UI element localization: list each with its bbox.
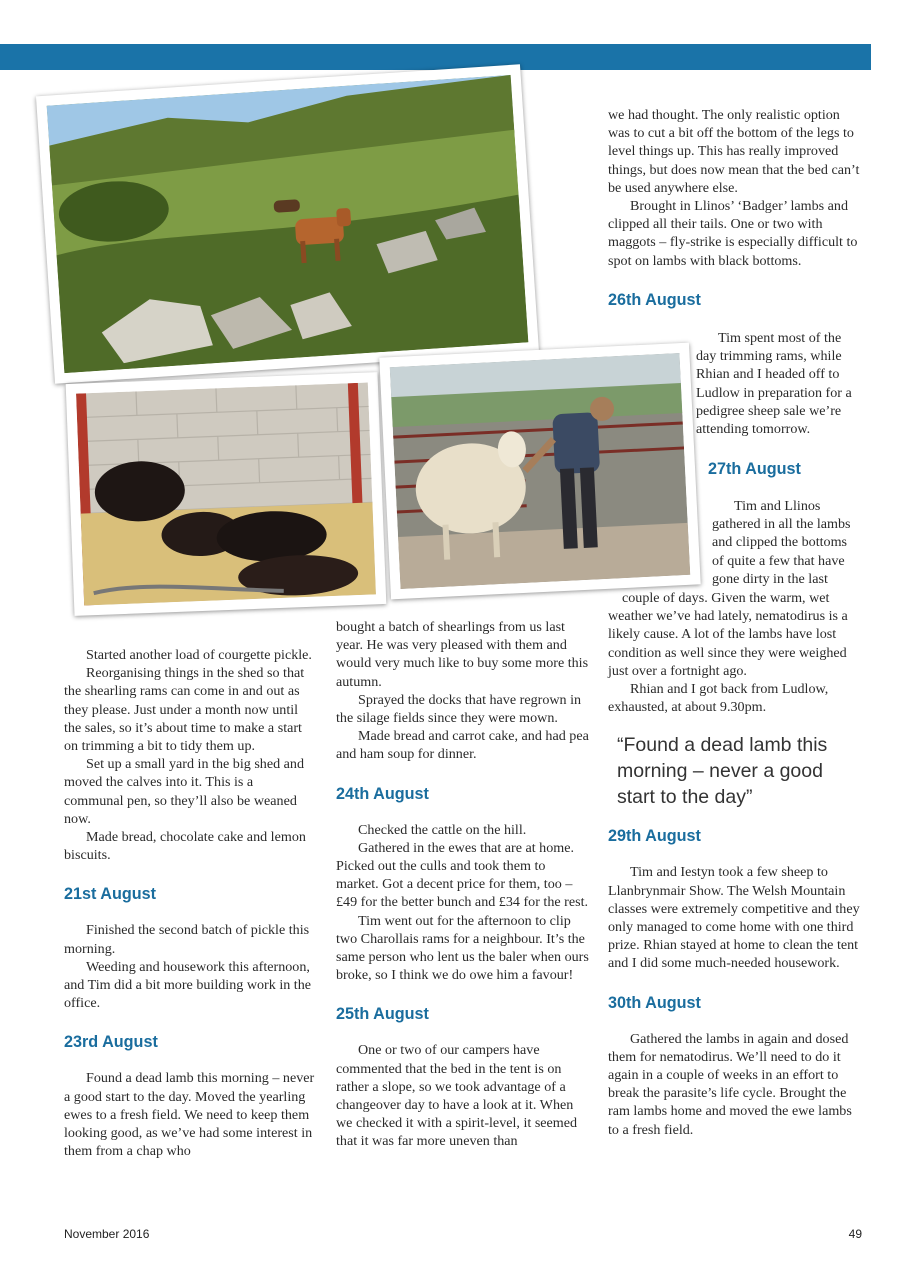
date-heading: 21st August (64, 885, 157, 904)
trimming-ram-photo (379, 343, 700, 600)
paragraph: Gathered in the ewes that are at home. Picked out the culls and took them to market. Got a decent price for them, too – £49 for the better bunch and £34 for the rest. (336, 839, 589, 911)
paragraph: Started another load of courgette pickle. (86, 647, 312, 663)
date-heading: 26th August (608, 290, 701, 309)
paragraph: Tim and Iestyn took a few sheep to Llanbrynmair Show. The Welsh Mountain classes were extremely competitive and they only managed to come home with one third prize. Rhian stayed at home to clean the tent and I did some much-needed housework. (608, 864, 860, 972)
pull-quote: “Found a dead lamb this morning – never a good start to the day” (617, 734, 828, 809)
article-column-3 (608, 106, 864, 310)
paragraph: Finished the second batch of pickle this morning. (64, 922, 310, 957)
date-heading: 29th August (608, 827, 701, 846)
paragraph: we had thought. The only realistic option was to cut a bit off the bottom of the legs to level things up. This has really improved things, but does now mean that the bed can’t be used anywhere else. (608, 107, 860, 196)
paragraph: Made bread and carrot cake, and had pea and ham soup for dinner. (336, 728, 589, 763)
paragraph: Rhian and I got back from Ludlow, exhausted, at about 9.30pm. (608, 681, 829, 716)
paragraph: Found a dead lamb this morning – never a good start to the day. Moved the yearling ewes to a fresh field. We need to keep them looking good, as we’ve had some interest in them from a chap who (64, 1070, 315, 1160)
date-heading: 25th August (336, 1005, 429, 1024)
article-column-3-heading (708, 459, 858, 479)
paragraph: Tim spent most of the day trimming rams, while Rhian and I headed off to Ludlow in preparation for a pedigree sheep sale we’re attending tomorrow. (696, 330, 852, 438)
paragraph: Sprayed the docks that have regrown in the silage fields since they were mown. (336, 691, 582, 727)
date-heading: 23rd August (64, 1033, 158, 1052)
paragraph: Set up a small yard in the big shed and moved the calves into it. This is a communal pen, so they’ll also be weaned now. (64, 756, 305, 827)
article-column-1 (64, 646, 316, 1160)
paragraph: Checked the cattle on the hill. (358, 821, 527, 838)
paragraph: Gathered the lambs in again and dosed them for nematodirus. We’ll need to do it again in a couple of weeks in an effort to break the parasite’s life cycle. Brought the ram lambs home and moved the ewe lambs to a fresh field. (608, 1030, 852, 1138)
date-heading: 27th August (708, 460, 801, 478)
issue-date: November 2016 (64, 1227, 150, 1241)
paragraph: Brought in Llinos’ ‘Badger’ lambs and clipped all their tails. One or two with maggots – fly-strike is especially difficult to spot on lambs with black bottoms. (608, 198, 858, 269)
article-column-3-continuation (608, 589, 864, 680)
paragraph: bought a batch of shearlings from us last year. He was very pleased with them and would very much like to buy some more this autumn. (336, 619, 589, 690)
paragraph: One or two of our campers have commented that the bed in the tent is on rather a slope, so we took advantage of a changeover day to have a look at it. When we checked it with a spirit-level, it seemed that it was far more uneven than (336, 1042, 578, 1150)
article-column-3-wrap-2 (712, 497, 860, 588)
paragraph: Reorganising things in the shed so that the shearling rams can come in and out as they please. Just under a month now until the sales, so it’s about time to make a start on trimming a bit to tidy them up. (64, 665, 305, 755)
article-column-2 (336, 618, 590, 1151)
article-column-3-wrap (696, 329, 856, 438)
article-column-3-lower (608, 680, 864, 1139)
hillside-cattle-photo (36, 64, 539, 384)
paragraph: Weeding and housework this afternoon, and Tim did a bit more building work in the office. (64, 958, 312, 1012)
paragraph: Made bread, chocolate cake and lemon biscuits. (64, 829, 306, 864)
calves-in-shed-photo (66, 372, 387, 616)
paragraph: Tim went out for the afternoon to clip two Charollais rams for a neighbour. It’s the same person who lent us the baler when ours broke, so I think we do owe him a favour! (336, 912, 589, 984)
paragraph-part: Tim and Llinos gathered in all the lambs and clipped the bottoms of quite a few that have gone dirty in the last (712, 498, 851, 587)
date-heading: 24th August (336, 784, 429, 803)
paragraph-continuation: couple of days. Given the warm, wet weather we’ve had lately, nematodirus is a likely cause. A lot of the lambs have lost condition as well since they were weighed just over a fortnight ago. (608, 590, 848, 679)
accent-bar (0, 44, 871, 70)
date-heading: 30th August (608, 993, 701, 1012)
page-number: 49 (848, 1227, 862, 1241)
